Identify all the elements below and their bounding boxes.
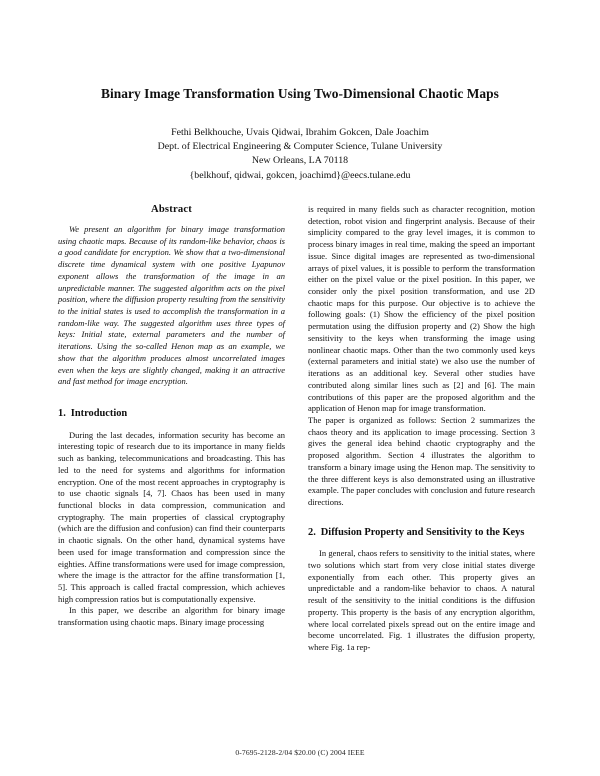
abstract-heading: Abstract: [150, 204, 193, 215]
affiliation: Dept. of Electrical Engineering & Computer Science, Tulane University: [157, 141, 443, 153]
paragraph: In this paper, we describe an algorithm for binary image transformation using chaotic maps. Binary image processing: [58, 605, 285, 628]
abstract-text: We present an algorithm for binary image transformation using chaotic maps. Because of its random-like behavior, chaos is a good candidate for encryption. We show that a two-dimensional discrete time dynamical system with one positive Lyapunov exponent allows the transformation of the image in an unpredictable manner. The suggested algorithm acts on the pixel position, where the diffusion property resulting from the sensitivity to the initial states is used to accomplish the transformation in a random-like way. The suggested algorithm uses three types of keys: Initial state, external parameters and the number of iterations. Using the so-called Henon map as an example, we show that the algorithm produces almost uncorrelated images even when the keys are slightly changed, making it an attractive and fast method for image encryption.: [58, 224, 285, 387]
paragraph-continued: The paper is organized as follows: Section 2 summarizes the chaos theory and its application to image processing. Section 3 gives the general idea behind chaotic cryptography and the proposed algorithm. Section 4 illustrates the algorithm to transform a binary image using the Henon map. The sensitivity to the three different keys is also demonstrated using an illustrative example. The paper concludes with conclusion and future research directions.: [308, 414, 535, 507]
section-number: 1.: [58, 408, 66, 420]
section-title: Introduction: [70, 408, 128, 420]
footer-copyright: 0-7695-2128-2/04 $20.00 (C) 2004 IEEE: [235, 748, 365, 757]
column-right: [308, 204, 535, 709]
section-heading-diffusion-property: [308, 526, 535, 540]
paragraph: In general, chaos refers to sensitivity to the initial states, where two solutions which start from very close initial states diverge exponentially from each other. This property gives an unpredictable and a random-like behavior to chaos. A natural result of the sensitivity to the initial conditions is the diffusion property. This property is the basis of any encryption algorithm, where local correlated pixels spread out on the entire image and become uncorrelated. Fig. 1 illustrates the diffusion property, where Fig. 1a rep-: [308, 548, 535, 653]
section-heading-introduction: [58, 407, 285, 421]
section-title: Diffusion Property and Sensitivity to the Keys: [320, 526, 525, 538]
page-title: Binary Image Transformation Using Two-Dimensional Chaotic Maps: [101, 86, 499, 101]
paragraph-continued: is required in many fields such as character recognition, motion detection, robot vision and fingerprint analysis. Because of their simplicity compared to the gray level images, it is common to process binary images in real time, making the speed an important issue. Since digital images are represented as two-dimensional arrays of pixel values, it is possible to perform the transformation either on the pixel value or the pixel position. In this paper, we consider only the pixel position transformation, and use 2D chaotic maps for this purpose. Our objective is to achieve the following goals: (1) Show the efficiency of the pixel position permutation using the diffusion property and (2) Show the high sensitivity to the keys when transforming the image using nonlinear chaotic maps. Other than the two commonly used keys (external parameters and initial state) we also use the number of iterations as an additional key. Several other studies have contributed along similar lines such as [2] and [6]. The main contributions of this paper are the proposed algorithm and the application of Henon map for image transformation.: [308, 204, 535, 414]
email-addresses: {belkhouf, qidwai, gokcen, joachimd}@eecs.tulane.edu: [189, 169, 411, 181]
paragraph: During the last decades, information security has become an interesting topic of research due to its importance in many fields such as banking, telecommunications and broadcasting. This has led to the need for systems and algorithms for information encryption. One of the most recent approaches in cryptography is to use chaotic signals [4, 7]. Chaos has been used in many functional blocks in data compression, communication and cryptography. The main properties of classical cryptography (which are the diffusion and confusion) can find their counterparts in chaotic signals. On the other hand, dynamical systems have been used for image transformation and compression since the eighties. Affine transformations were used for image compression, where the image is the attractor for the affine transformation [1, 5]. This approach is called fractal compression, which achieves high compression ratios but is computationally expensive.: [58, 429, 285, 604]
section-number: 2.: [308, 526, 316, 538]
author-block: [56, 126, 544, 183]
column-left: [58, 204, 285, 709]
address: New Orleans, LA 70118: [251, 155, 349, 167]
author-names: Fethi Belkhouche, Uvais Qidwai, Ibrahim Gokcen, Dale Joachim: [171, 127, 429, 138]
two-column-body: [58, 204, 542, 709]
